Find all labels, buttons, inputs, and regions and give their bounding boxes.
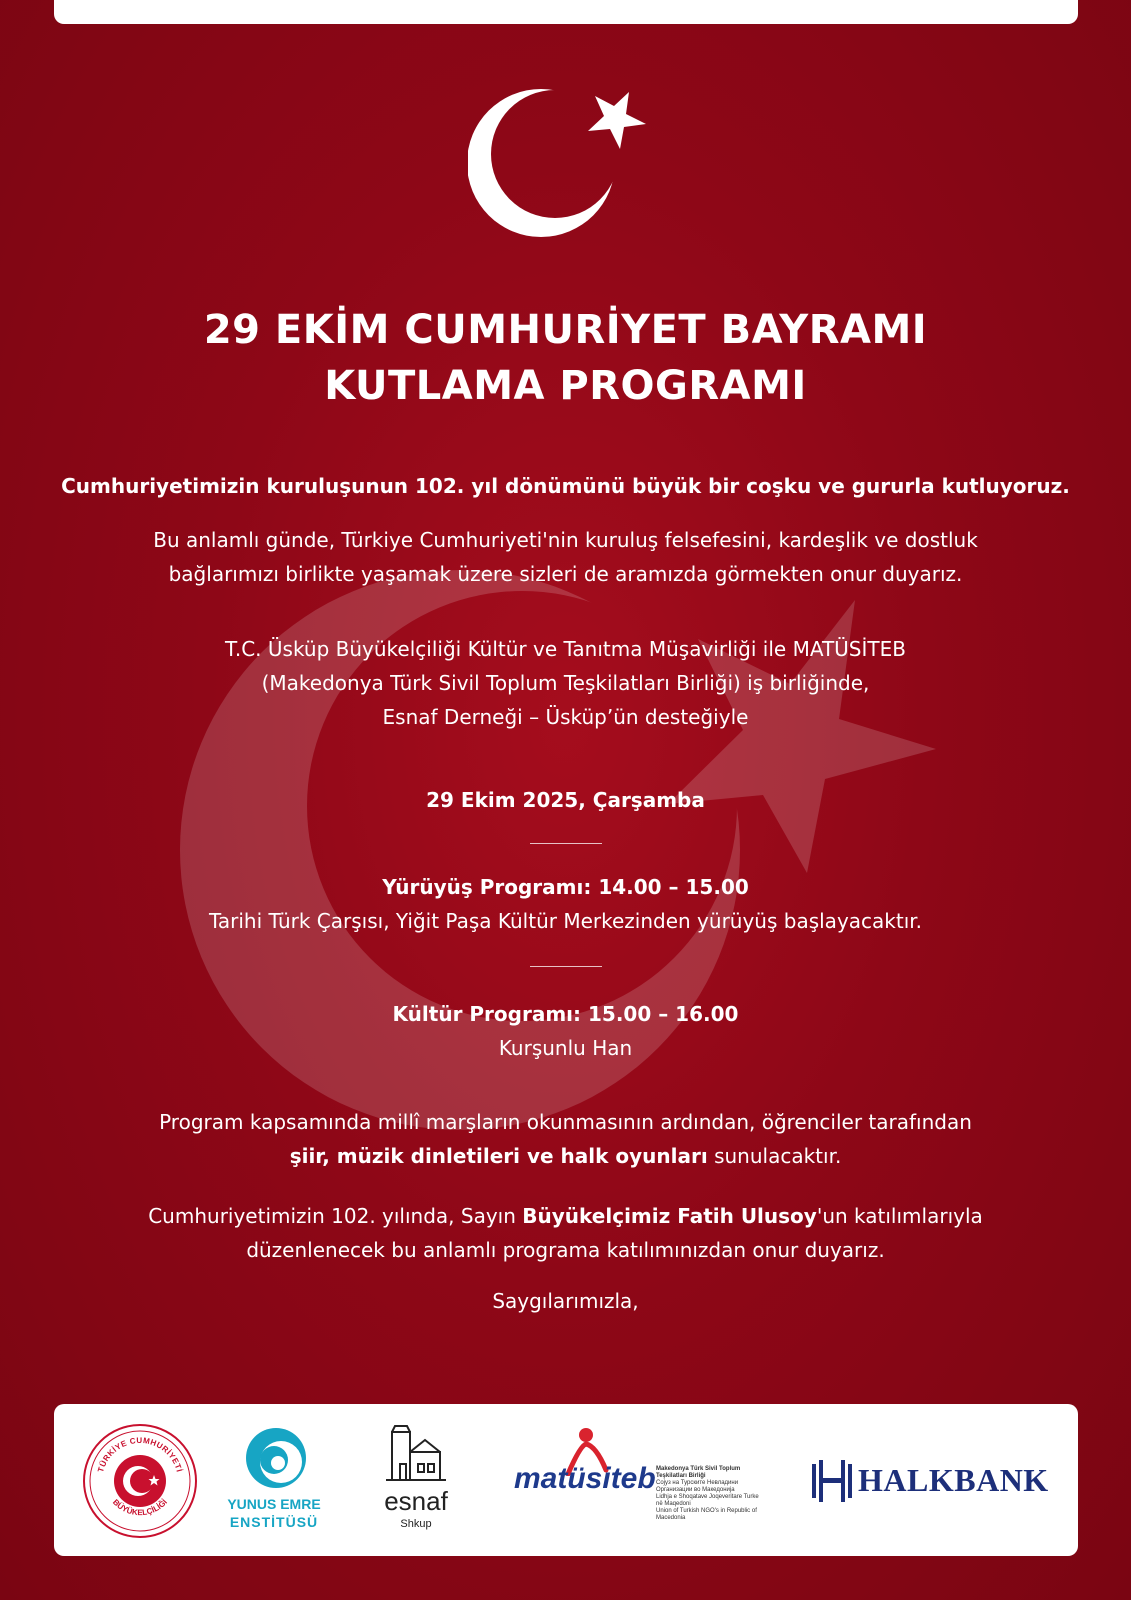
sponsor-logo-bar — [54, 1404, 1078, 1556]
organizers-paragraph — [0, 632, 1131, 734]
title-line-1: 29 EKİM CUMHURİYET BAYRAMI — [203, 307, 928, 353]
embassy-seal-icon — [80, 1421, 200, 1541]
culture-program-title: Kültür Programı: 15.00 – 16.00 — [392, 1002, 739, 1026]
intro-statement: Cumhuriyetimizin kuruluşunun 102. yıl dönümünü büyük bir coşku ve gururla kutluyoruz. — [61, 474, 1070, 498]
yunus-emre-line-1: YUNUS EMRE — [227, 1496, 321, 1512]
matusiteb-desc-4: Union of Turkish NGO's in Republic of Macedonia — [656, 1508, 757, 1521]
halkbank-logo — [810, 1458, 1060, 1504]
program-note-line-1: Program kapsamında millî marşların okunmasının ardından, öğrenciler tarafından — [159, 1110, 972, 1134]
halkbank-name: HALKBANK — [858, 1462, 1049, 1498]
page-title — [0, 302, 1131, 414]
invitation-line-2: bağlarımızı birlikte yaşamak üzere sizleri de aramızda görmekten onur duyarız. — [168, 562, 963, 586]
embassy-ring-bottom-text: BÜYÜKELÇİLİĞİ — [110, 1497, 170, 1518]
walk-program-title: Yürüyüş Programı: 14.00 – 15.00 — [382, 875, 749, 899]
yunus-emre-logo — [224, 1424, 324, 1536]
invitation-line-1: Bu anlamlı günde, Türkiye Cumhuriyeti'nin kuruluş felsefesini, kardeşlik ve dostluk — [153, 528, 978, 552]
closing-line-2: düzenlenecek bu anlamlı programa katılımınızdan onur duyarız. — [246, 1238, 885, 1262]
program-note-highlight: şiir, müzik dinletileri ve halk oyunları — [289, 1144, 708, 1168]
yunus-emre-swirl-icon — [224, 1424, 324, 1496]
event-date: 29 Ekim 2025, Çarşamba — [426, 788, 705, 812]
organizers-line-1: T.C. Üsküp Büyükelçiliği Kültür ve Tanıtma Müşavirliği ile MATÜSİTEB — [225, 637, 906, 661]
matusiteb-logo — [506, 1426, 766, 1538]
walk-program-detail: Tarihi Türk Çarşısı, Yiğit Paşa Kültür Merkezinden yürüyüş başlayacaktır. — [208, 909, 923, 933]
matusiteb-desc-2: Сојуз на Турските Невладини Организации во Македонија — [656, 1480, 739, 1493]
matusiteb-desc-1: Makedonya Türk Sivil Toplum Teşkilatları Birliği — [656, 1466, 741, 1479]
matusiteb-desc-3: Lidhja e Shoqatave Joqeveritare Turke në Maqedoni — [656, 1494, 759, 1507]
closing-line-1-start: Cumhuriyetimizin 102. yılında, Sayın — [148, 1204, 523, 1228]
crescent-star-emblem-icon — [468, 88, 658, 238]
title-line-2: KUTLAMA PROGRAMI — [324, 363, 807, 409]
program-note-paragraph — [0, 1105, 1131, 1173]
invitation-paragraph — [0, 523, 1131, 591]
divider — [530, 966, 602, 967]
divider — [530, 843, 602, 844]
closing-line-1-end: 'un katılımlarıyla — [816, 1204, 983, 1228]
halkbank-emblem-icon — [810, 1458, 854, 1504]
program-note-rest: sunulacaktır. — [707, 1144, 842, 1168]
esnaf-name: esnaf — [384, 1486, 448, 1516]
organizers-line-3: Esnaf Derneği – Üsküp’ün desteğiyle — [382, 705, 749, 729]
ambassador-name: Büyükelçimiz Fatih Ulusoy — [522, 1204, 817, 1228]
esnaf-city: Shkup — [400, 1518, 432, 1530]
embassy-ring-top-text: TÜRKİYE CUMHURİYETİ — [96, 1435, 184, 1474]
yunus-emre-line-2: ENSTİTÜSÜ — [229, 1514, 319, 1530]
esnaf-building-icon — [370, 1424, 462, 1488]
matusiteb-name: matüsiteb — [514, 1462, 656, 1495]
esnaf-logo — [370, 1424, 462, 1544]
embassy-logo — [80, 1421, 200, 1541]
sign-off: Saygılarımızla, — [492, 1289, 639, 1313]
culture-program-detail: Kurşunlu Han — [498, 1036, 633, 1060]
culture-program — [0, 997, 1131, 1065]
walk-program — [0, 870, 1131, 938]
top-white-strip — [54, 0, 1078, 24]
organizers-line-2: (Makedonya Türk Sivil Toplum Teşkilatları Birliği) iş birliğinde, — [261, 671, 870, 695]
closing-paragraph — [0, 1199, 1131, 1267]
